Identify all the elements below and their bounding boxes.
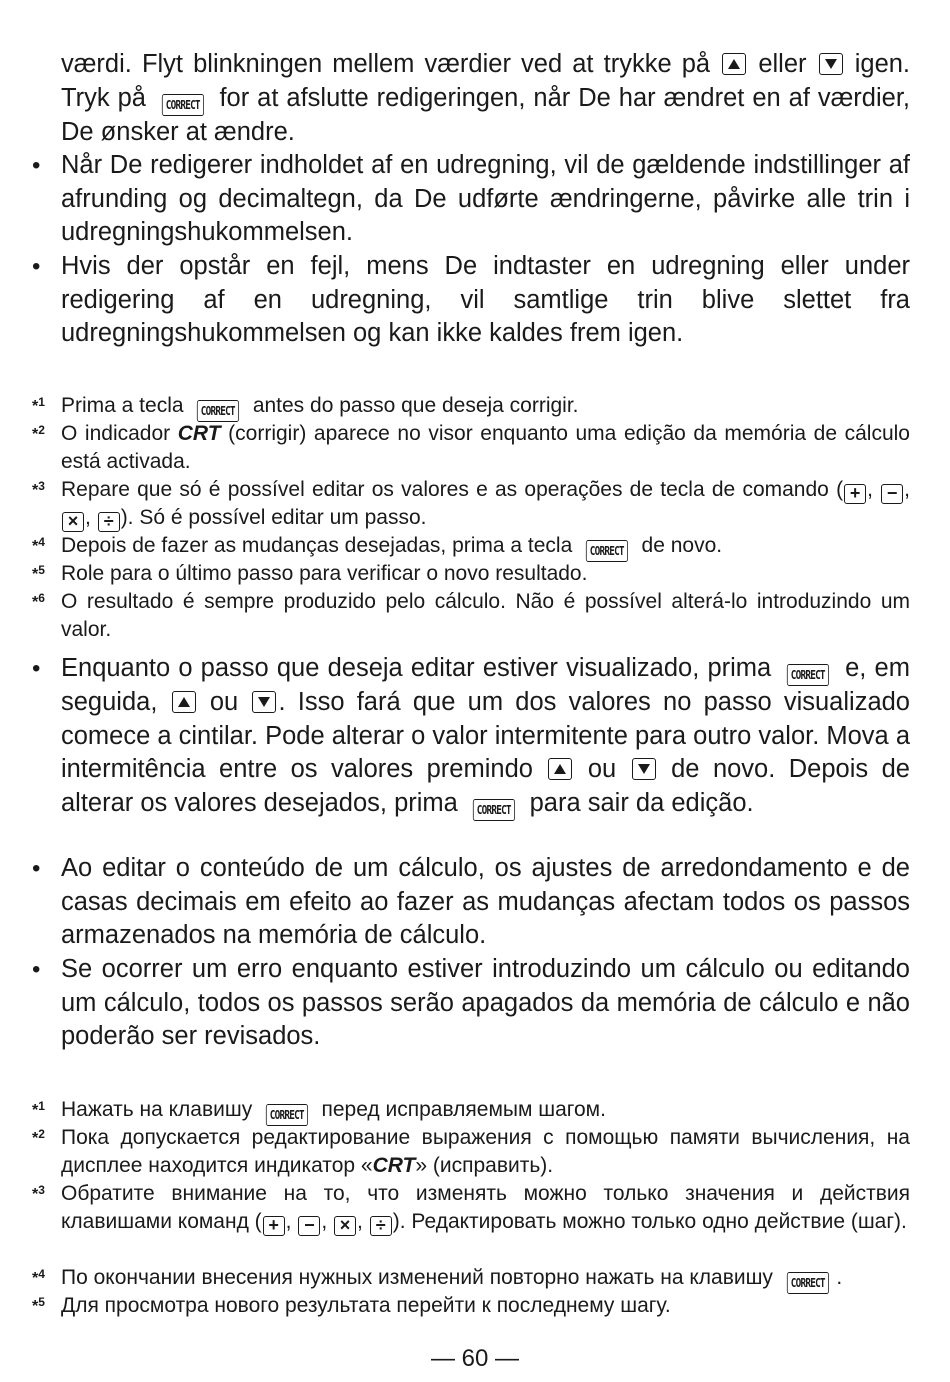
text: , (867, 478, 873, 501)
text: (corrigir) aparece no visor enquanto uma edição da memória de cálculo está activada. (61, 422, 910, 473)
footnote-marker (32, 1120, 45, 1153)
text: de novo. (641, 534, 723, 557)
down-arrow-key-icon (252, 691, 276, 713)
text: ). Só é possível editar um passo. (120, 506, 427, 529)
correct-key-icon: CORRECT (787, 664, 829, 686)
ru-footnote-2 (32, 1124, 910, 1180)
pt-footnote-1 (32, 392, 910, 422)
pt-bullet-rounding: • Ao editar o conteúdo de um cálculo, os ajustes de arredondamento e de casas decimais em efeito ao fazer as mudanças afectam todos os passos armazenados na memória de cálculo. (61, 852, 910, 953)
plus-key-icon: + (263, 1216, 285, 1236)
text: перед исправляемым шагом. (321, 1098, 606, 1121)
text: * (32, 426, 39, 443)
pt-footnote-4 (32, 532, 910, 562)
correct-key-icon: CORRECT (586, 540, 628, 562)
text: 5 (38, 1295, 45, 1309)
up-arrow-key-icon (172, 691, 196, 713)
text: Обратите внимание на то, что изменять можно только значения и действия клавишами команд ( (61, 1182, 910, 1233)
danish-continuation (61, 48, 910, 149)
text: para sair da edição. (529, 788, 754, 817)
text: Role para o último passo para verificar o novo resultado. (61, 562, 588, 585)
text: Нажать на клавишу (61, 1098, 253, 1121)
pt-footnote-6 (32, 588, 910, 644)
correct-key-icon: CORRECT (266, 1104, 308, 1126)
divide-key-icon: ÷ (370, 1216, 392, 1236)
divide-key-icon: ÷ (98, 512, 120, 532)
text: 1 (38, 395, 45, 409)
text: eller (758, 50, 807, 78)
text: * (32, 482, 39, 499)
ru-footnote-5 (32, 1292, 910, 1320)
pt-bullet-error: • Se ocorrer um erro enquanto estiver introduzindo um cálculo ou editando um cálculo, todos os passos serão apagados da memória de cálculo e não poderão ser revisados. (61, 953, 910, 1054)
text: O indicador (61, 422, 171, 445)
text: e, em seguida, (61, 654, 910, 716)
ru-footnote-1 (32, 1096, 910, 1126)
minus-key-icon: − (881, 484, 903, 504)
times-key-icon: × (334, 1216, 356, 1236)
text: 4 (38, 535, 45, 549)
danish-bullet-rounding: • Når De redigerer indholdet af en udregning, vil de gældende indstillinger af afrunding og decimaltegn, da De udførte ændringerne, påvirke alle trin i udregningshukommelsen. (61, 149, 910, 250)
text: * (32, 1298, 39, 1315)
text: , (321, 1210, 328, 1233)
text: * (32, 1270, 39, 1287)
text: Repare que só é possível editar os valores e as operações de tecla de comando ( (61, 478, 844, 501)
text: * (32, 1102, 39, 1119)
text: igen. Tryk på (61, 50, 911, 112)
correct-key-icon: CORRECT (197, 400, 239, 422)
correct-key-icon: CORRECT (473, 799, 515, 821)
text: . (836, 1266, 843, 1289)
footnote-marker (32, 1176, 45, 1209)
text: 6 (38, 591, 45, 605)
text: ou (209, 688, 239, 716)
text: 1 (38, 1099, 45, 1113)
down-arrow-key-icon (819, 53, 843, 75)
footnote-marker (32, 472, 45, 505)
text: 4 (38, 1267, 45, 1281)
text: Для просмотра нового результата перейти к последнему шагу. (61, 1294, 671, 1317)
crt-indicator: CRT (372, 1154, 416, 1177)
text: Enquanto o passo que deseja editar estiver visualizado, prima (61, 654, 772, 682)
text: . Isso fará que um dos valores no passo visualizado comece a cintilar. Pode alterar o valor intermitente para outro valor. Mova a intermitência entre os valores premindo (61, 688, 911, 784)
text: 3 (38, 1183, 45, 1197)
text: ou (587, 755, 617, 784)
pt-bullet-edit (61, 652, 910, 821)
text: Depois de fazer as mudanças desejadas, prima a tecla (61, 534, 573, 557)
text: * (32, 566, 39, 583)
down-arrow-key-icon (632, 758, 656, 780)
pt-footnote-5 (32, 560, 910, 588)
pt-footnote-2 (32, 420, 910, 476)
page-number: — 60 — (430, 1345, 520, 1372)
crt-indicator: CRT (177, 422, 221, 445)
text: O resultado é sempre produzido pelo cálculo. Não é possível alterá-lo introduzindo um valor. (61, 590, 910, 641)
text: 2 (38, 423, 45, 437)
text: de novo. Depois de alterar os valores desejados, prima (61, 755, 910, 817)
text: Prima a tecla (61, 394, 184, 417)
correct-key-icon: CORRECT (162, 94, 204, 116)
plus-key-icon: + (844, 484, 866, 504)
text: ). Редактировать можно только одно действие (шаг). (392, 1210, 907, 1233)
up-arrow-key-icon (722, 53, 746, 75)
text: » (исправить). (415, 1154, 554, 1177)
text: * (32, 538, 39, 555)
text: , (285, 1210, 292, 1233)
text: * (32, 1130, 39, 1147)
text: 5 (38, 563, 45, 577)
footnote-marker (32, 416, 45, 449)
minus-key-icon: − (298, 1216, 320, 1236)
text: * (32, 594, 39, 611)
times-key-icon: × (62, 512, 84, 532)
footnote-marker (32, 584, 45, 617)
text: 3 (38, 479, 45, 493)
text: * (32, 1186, 39, 1203)
text: , (85, 506, 91, 529)
up-arrow-key-icon (548, 758, 572, 780)
text: , (357, 1210, 363, 1233)
text: , (904, 478, 910, 501)
pt-footnote-3 (32, 476, 910, 532)
text: * (32, 398, 39, 415)
ru-footnote-3 (32, 1180, 910, 1236)
text: 2 (38, 1127, 45, 1141)
danish-bullet-error: • Hvis der opstår en fejl, mens De indtaster en udregning eller under redigering af en udregning, vil samtlige trin blive slettet fra udregningshukommelsen og kan ikke kaldes frem igen. (61, 250, 910, 351)
text: По окончании внесения нужных изменений повторно нажать на клавишу (61, 1266, 773, 1289)
text: Пока допускается редактирование выражения с помощью памяти вычисления, на дисплее находится индикатор « (61, 1126, 910, 1177)
correct-key-icon: CORRECT (787, 1272, 829, 1294)
text: for at afslutte redigeringen, når De har ændret en af værdier, De ønsker at ændre. (61, 83, 910, 146)
text: antes do passo que deseja corrigir. (252, 394, 579, 417)
footnote-marker (32, 1288, 45, 1321)
ru-footnote-4 (32, 1264, 910, 1294)
text: værdi. Flyt blinkningen mellem værdier ved at trykke på (61, 50, 711, 78)
